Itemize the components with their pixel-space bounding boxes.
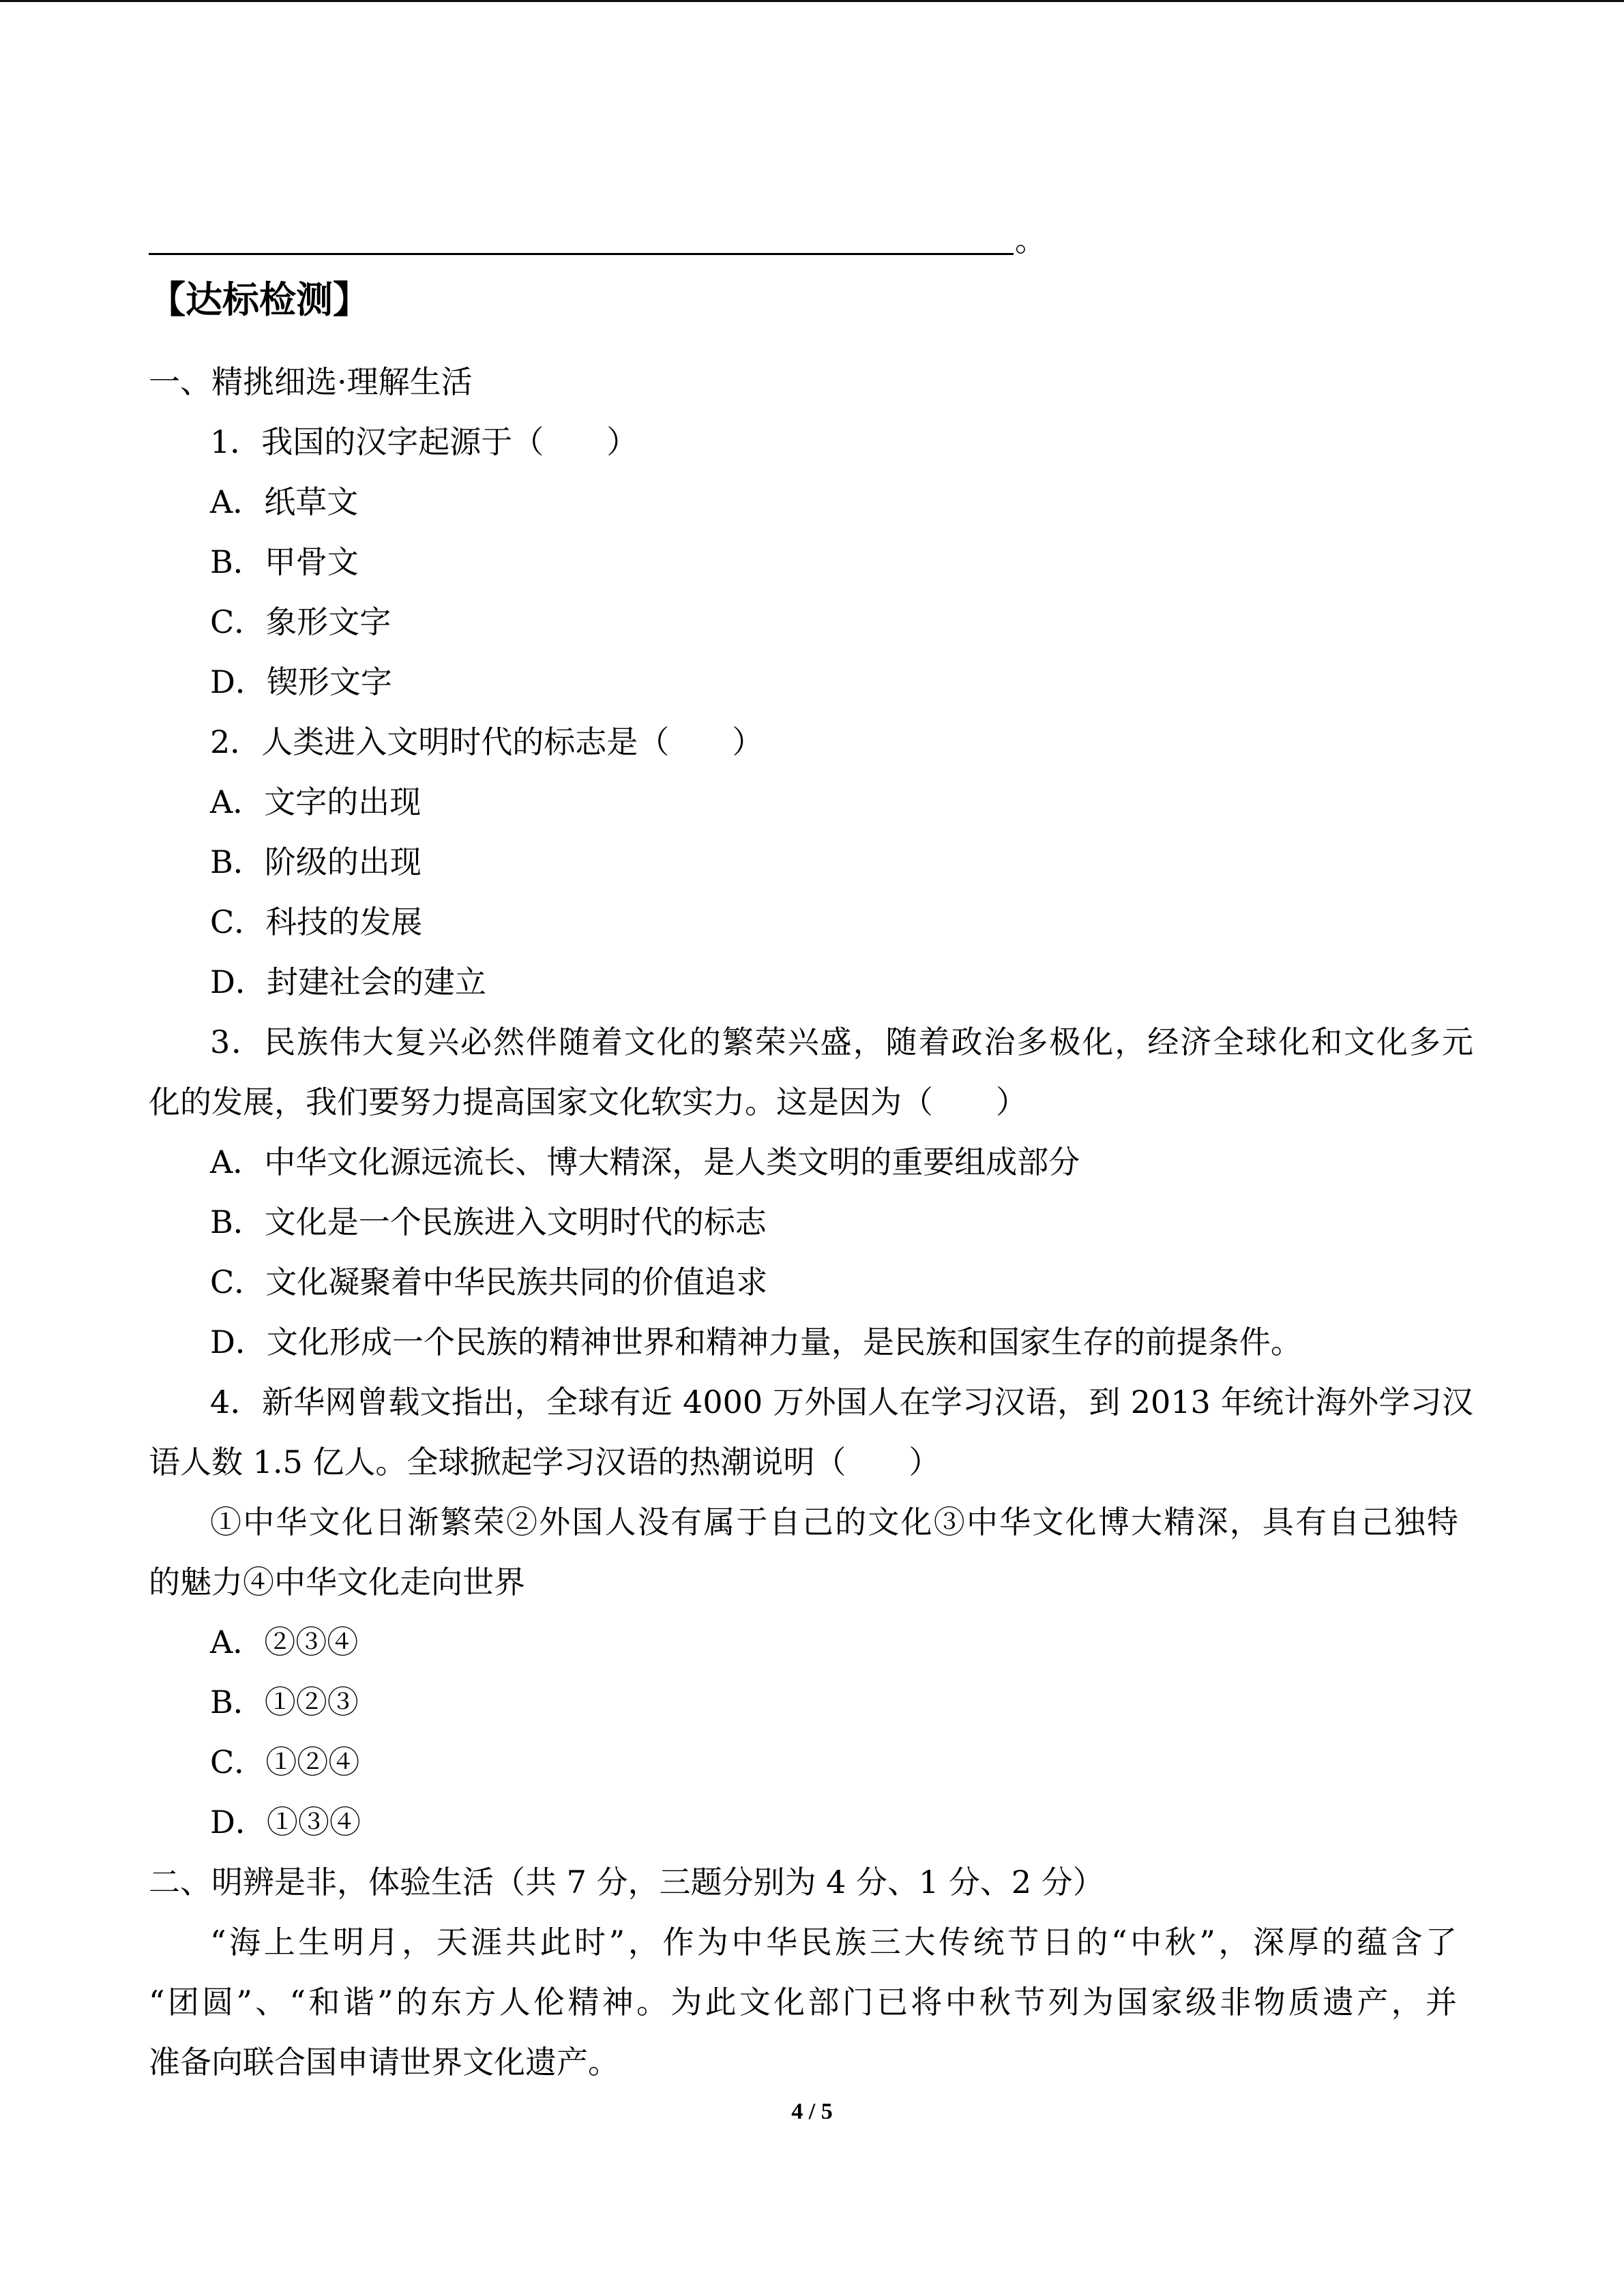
page-number: 4 / 5 [791, 2099, 833, 2124]
q4-option-c: C．①②④ [210, 1744, 360, 1780]
q3-option-b: B．文化是一个民族进入文明时代的标志 [210, 1204, 767, 1240]
section-heading: 【达标检测】 [149, 278, 370, 321]
q3-option-c: C．文化凝聚着中华民族共同的价值追求 [210, 1264, 768, 1300]
q3-option-d: D．文化形成一个民族的精神世界和精神力量，是民族和国家生存的前提条件。 [210, 1324, 1302, 1360]
q1-option-d: D．锲形文字 [210, 664, 392, 700]
q4-statements-line1: ①中华文化日渐繁荣②外国人没有属于自己的文化③中华文化博大精深，具有自己独特 [210, 1504, 1458, 1540]
part2-para-line2: “团圆”、“和谐”的东方人伦精神。为此文化部门已将中秋节列为国家级非物质遗产，并 [149, 1984, 1457, 2021]
q4-statements-line2: 的魅力④中华文化走向世界 [149, 1564, 525, 1600]
part1-title: 一、精挑细选·理解生活 [149, 363, 473, 400]
q1-stem: 1．我国的汉字起源于（ ） [210, 423, 638, 460]
q3-stem-line1: 3．民族伟大复兴必然伴随着文化的繁荣兴盛，随着政治多极化，经济全球化和文化多元 [210, 1024, 1473, 1060]
q4-option-b: B．①②③ [210, 1684, 359, 1720]
q2-option-a: A．文字的出现 [210, 784, 422, 820]
part2-para-line3: 准备向联合国申请世界文化遗产。 [149, 2044, 619, 2081]
q2-stem: 2．人类进入文明时代的标志是（ ） [210, 724, 764, 760]
q4-stem-line2: 语人数 1.5 亿人。全球掀起学习汉语的热潮说明（ ） [149, 1444, 941, 1480]
q4-stem-line1: 4．新华网曾载文指出，全球有近 4000 万外国人在学习汉语，到 2013 年统计海外学习汉 [210, 1384, 1473, 1420]
q3-stem-line2: 化的发展，我们要努力提高国家文化软实力。这是因为（ ） [149, 1084, 1027, 1120]
q4-option-d: D．①③④ [210, 1804, 361, 1840]
q2-option-d: D．封建社会的建立 [210, 964, 486, 1000]
q4-option-a: A．②③④ [210, 1624, 359, 1660]
q3-option-a: A．中华文化源远流长、博大精深，是人类文明的重要组成部分 [210, 1144, 1080, 1180]
q2-option-c: C．科技的发展 [210, 904, 423, 940]
answer-blank-line [149, 253, 1014, 255]
answer-blank-end-mark: 。 [1015, 222, 1046, 258]
q1-option-b: B．甲骨文 [210, 543, 359, 580]
q1-option-c: C．象形文字 [210, 603, 392, 640]
q2-option-b: B．阶级的出现 [210, 844, 422, 880]
part2-title: 二、明辨是非，体验生活（共 7 分，三题分别为 4 分、1 分、2 分） [149, 1864, 1104, 1900]
q1-option-a: A．纸草文 [210, 483, 359, 520]
page-top-border [0, 0, 1624, 2]
part2-para-line1: “海上生明月，天涯共此时”，作为中华民族三大传统节日的“中秋”，深厚的蕴含了 [210, 1924, 1457, 1960]
